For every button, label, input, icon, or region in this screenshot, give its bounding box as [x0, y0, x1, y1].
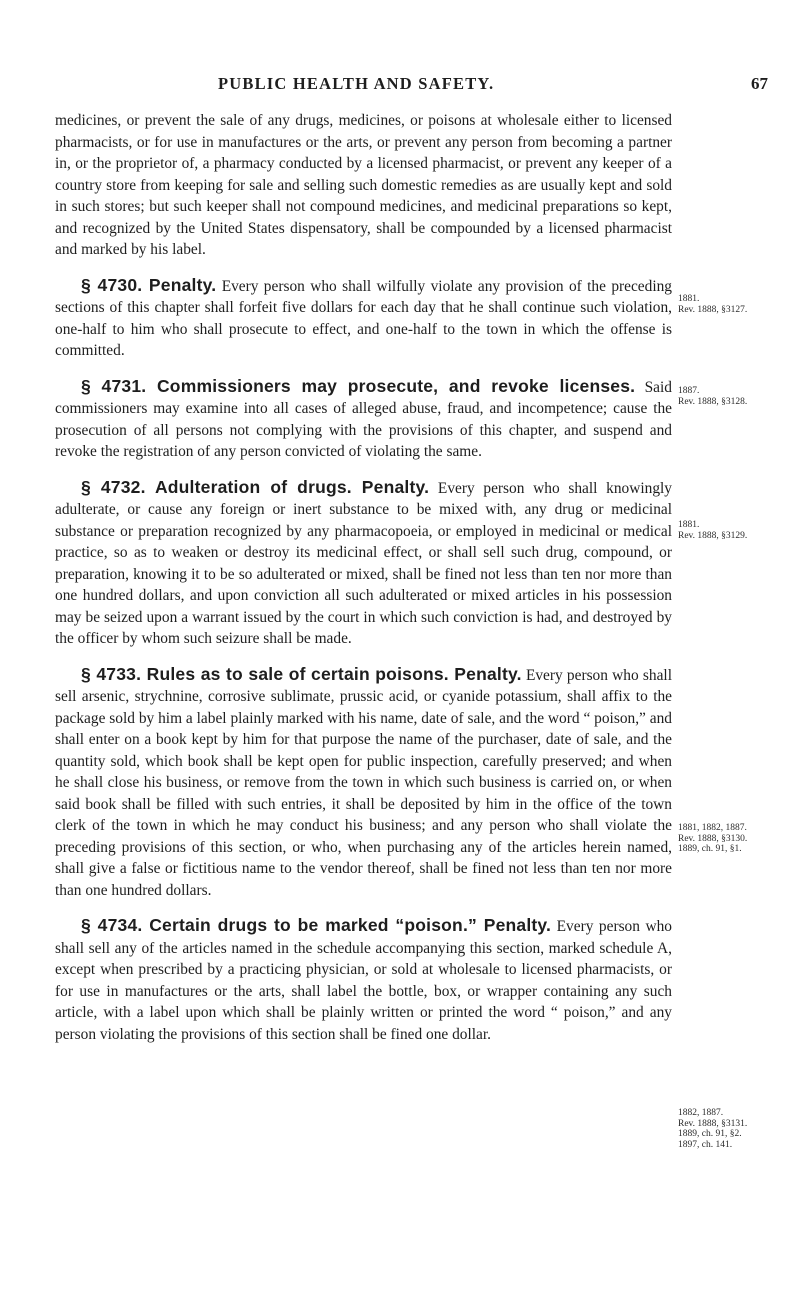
margin-note: 1882, 1887. Rev. 1888, §3131. 1889, ch. 91, §2. 1897, ch. 141. [678, 1108, 748, 1150]
section-text: Every person who shall knowingly adulterate, or cause any foreign or inert substance to be mixed with, any drug or medicinal substance or preparation recognized by any pharmacopoeia, or employed in medicinal or medical practice, so as to weaken or destroy its medicinal effect, or shall sell such drug, compound, or preparation, knowing it to be so adulterated or mixed, shall be fined not less than ten nor more than one hundred dollars, and upon conviction all such adulterated or mixed articles in his possession may be seized upon a warrant issued by the court in which such conviction is had, and destroyed by the officer by whom such seizure shall be made. [55, 479, 672, 647]
section-text: Every person who shall sell arsenic, strychnine, corrosive sublimate, prussic acid, or cyanide potassium, shall affix to the package sold by him a label plainly marked with his name, date of sale, and the word “ poison,” and shall enter on a book kept by him for that purpose the name of the purchaser, date of sale, and the quantity sold, which book shall be kept open for public inspection, carefully preserved; and when he shall close his business, or remove from the town in which such business is carried on, or when said book shall be filled with such entries, it shall be deposited by him in the office of the town clerk of the town in which he may conduct his business; and any person who shall violate the preceding provisions of this section, or who, when purchasing any of the articles herein named, shall give a false or fictitious name to the vendor thereof, shall be fined not less than ten nor more than one hundred dollars. [55, 666, 672, 899]
section-heading: § 4730. Penalty. [81, 274, 217, 295]
section-4733 [55, 664, 672, 902]
section-heading: § 4732. Adulteration of drugs. Penalty. [81, 476, 430, 497]
body-text [55, 110, 672, 1045]
section-4732 [55, 477, 672, 650]
continued-paragraph: medicines, or prevent the sale of any drugs, medicines, or poisons at wholesale either to licensed pharmacists, or for use in manufactures or the arts, or prevent any person from becoming a partner in, or the proprietor of, a pharmacy conducted by a licensed pharmacist, or prevent any keeper of a country store from keeping for sale and selling such domestic remedies as are usually kept and sold in such stores; but such keeper shall not compound medicines, and medicinal preparations so kept, and recognized by the United States dispensatory, shall be compounded by a licensed pharmacist and marked by his label. [55, 112, 672, 258]
running-header [0, 74, 801, 98]
section-4734 [55, 915, 672, 1045]
section-text: Every person who shall sell any of the articles named in the schedule accompanying this section, marked schedule A, except when prescribed by a practicing physician, or sold at wholesale to licensed pharmacists, or for use in manufactures or the arts, shall label the bottle, box, or wrapper containing any such article, with a label upon which shall be plainly written or printed the word “ poison,” and any person violating the provisions of this section shall be fined one dollar. [55, 918, 672, 1043]
margin-note: 1881. Rev. 1888, §3129. [678, 520, 748, 541]
section-text: Said commissioners may examine into all cases of alleged abuse, fraud, and incompetence; cause the prosecution of all persons not complying with the provisions of this chapter, and suspend and revoke the registration of any person convicted of violating the same. [55, 378, 672, 460]
section-4730 [55, 275, 672, 362]
section-heading: § 4734. Certain drugs to be marked “poison.” Penalty. [81, 915, 552, 935]
margin-note: 1881. Rev. 1888, §3127. [678, 294, 748, 315]
page-number: 67 [751, 74, 768, 93]
section-4731 [55, 376, 672, 463]
section-heading: § 4731. Commissioners may prosecute, and revoke licenses. [81, 375, 636, 396]
running-title: PUBLIC HEALTH AND SAFETY. [218, 74, 495, 93]
section-text: Every person who shall wilfully violate any provision of the preceding sections of this chapter shall forfeit five dollars for each day that he shall continue such violation, one-half to him who shall prosecute to effect, and one-half to the town in which the offense is committed. [55, 277, 673, 359]
margin-note: 1887. Rev. 1888, §3128. [678, 386, 748, 407]
margin-note: 1881, 1882, 1887. Rev. 1888, §3130. 1889, ch. 91, §1. [678, 823, 748, 854]
section-heading: § 4733. Rules as to sale of certain poisons. Penalty. [81, 663, 522, 684]
